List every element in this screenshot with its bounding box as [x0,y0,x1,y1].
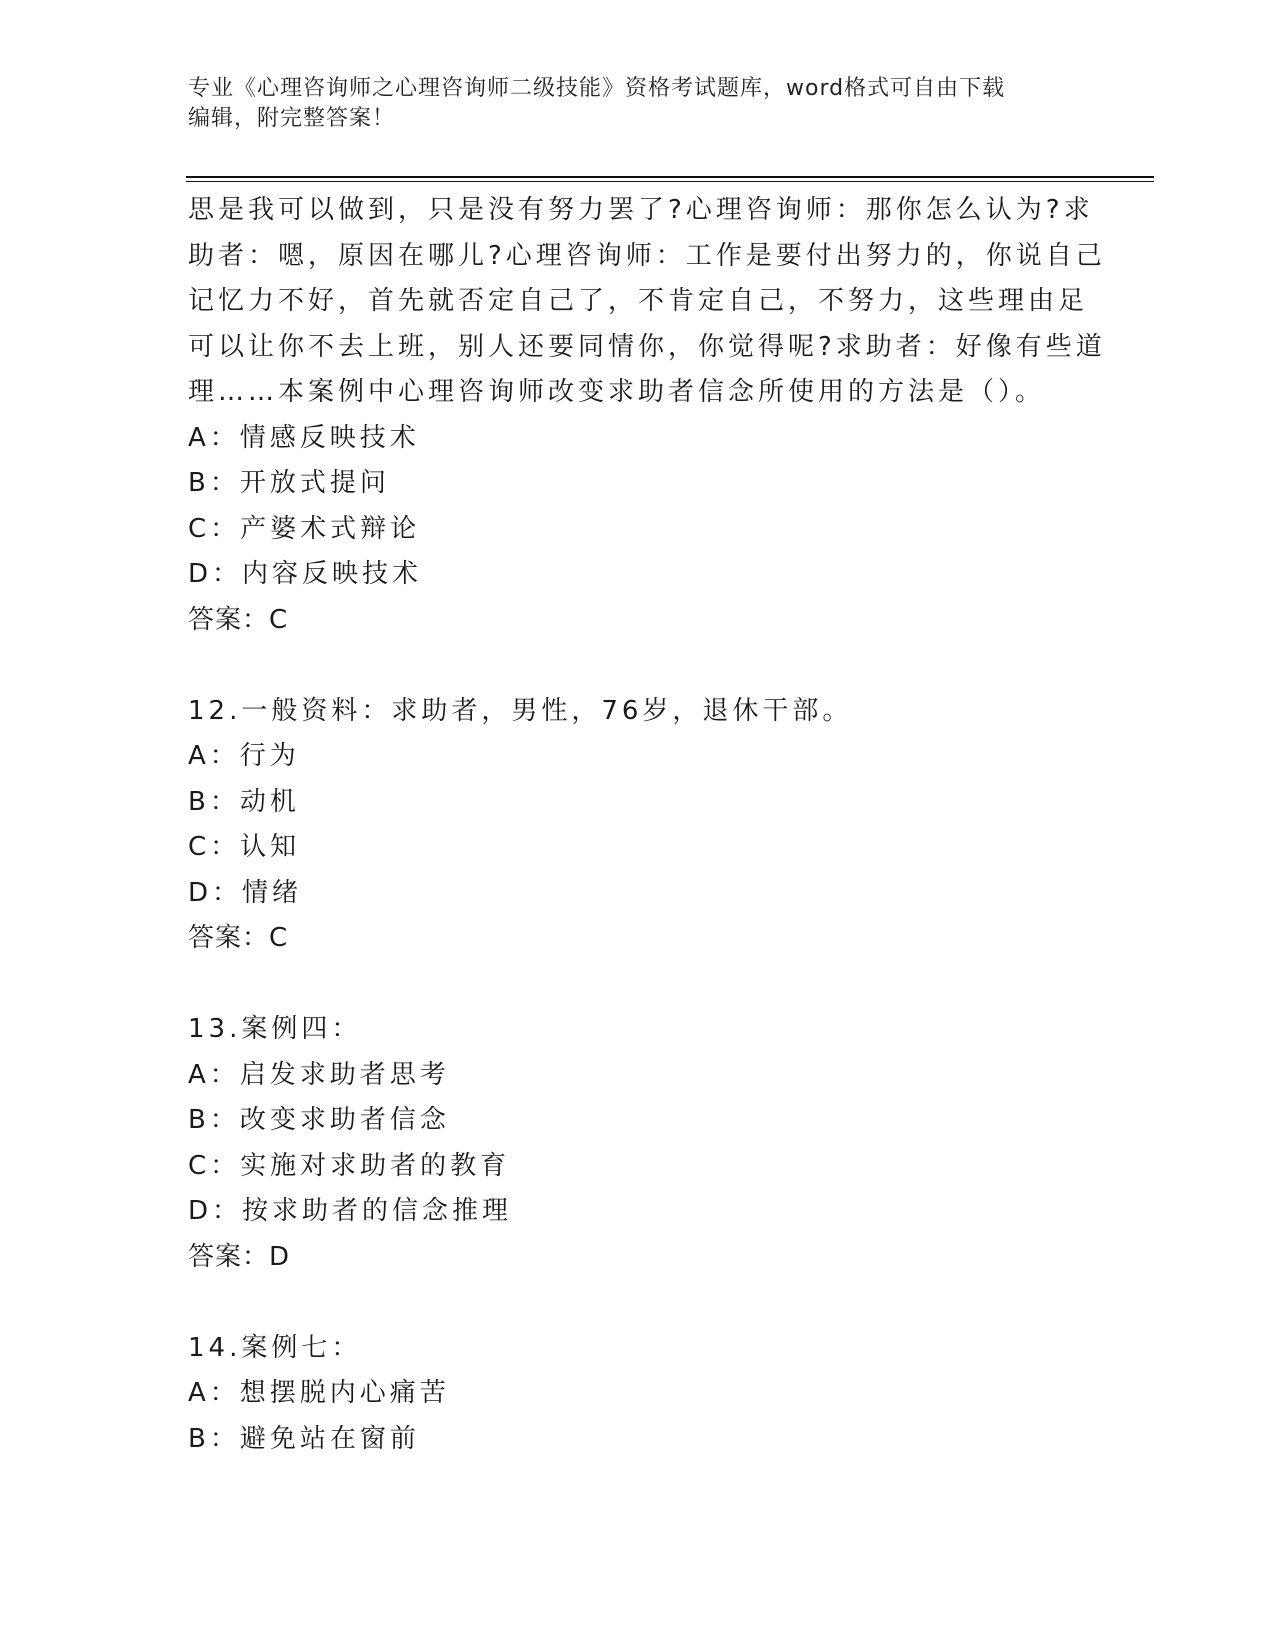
question-content [188,188,1106,1462]
question-text-line: 助者：嗯，原因在哪儿?心理咨询师：工作是要付出努力的，你说自己 [188,240,1106,271]
option-b: B：开放式提问 [188,468,390,498]
option-c: C：认知 [188,832,301,862]
option-d: D：按求助者的信念推理 [188,1196,513,1226]
question-title: 13.案例四： [188,1014,362,1044]
answer-line: 答案：C [188,604,289,635]
header-line-2: 编辑，附完整答案！ [188,106,396,131]
spacer [188,643,1088,689]
option-a: A：行为 [188,741,300,771]
option-d: D：情绪 [188,877,303,908]
option-a: A：情感反映技术 [188,422,420,453]
answer-line: 答案：D [188,1241,291,1272]
question-14 [188,1326,1088,1463]
option-c: C：实施对求助者的教育 [188,1150,511,1181]
question-13 [188,1007,1088,1280]
question-title: 14.案例七： [188,1332,362,1363]
question-title: 12.一般资料：求助者，男性，76岁，退休干部。 [188,695,853,726]
question-text-line: 理……本案例中心理咨询师改变求助者信念所使用的方法是（）。 [188,377,1046,407]
header-rule-thin [186,181,1154,182]
question-text-line: 思是我可以做到，只是没有努力罢了?心理咨询师：那你怎么认为?求 [188,195,1094,225]
document-header [188,74,1088,134]
option-a: A：想摆脱内心痛苦 [188,1378,450,1408]
option-b: B：改变求助者信念 [188,1105,450,1135]
question-11-continuation [188,188,1106,643]
spacer [188,962,1088,1008]
header-line-1: 专业《心理咨询师之心理咨询师二级技能》资格考试题库，word格式可自由下载 [188,76,1006,101]
question-text-line: 可以让你不去上班，别人还要同情你，你觉得呢?求助者：好像有些道 [188,331,1106,362]
option-c: C：产婆术式辩论 [188,513,421,544]
option-b: B：避免站在窗前 [188,1423,420,1454]
option-a: A：启发求助者思考 [188,1059,450,1090]
option-d: D：内容反映技术 [188,559,423,589]
question-12 [188,689,1088,962]
option-b: B：动机 [188,786,300,817]
answer-line: 答案：C [188,923,289,953]
header-rule-thick [186,176,1154,178]
question-text-line: 记忆力不好，首先就否定自己了，不肯定自己，不努力，这些理由足 [188,286,1089,316]
spacer [188,1280,1088,1326]
